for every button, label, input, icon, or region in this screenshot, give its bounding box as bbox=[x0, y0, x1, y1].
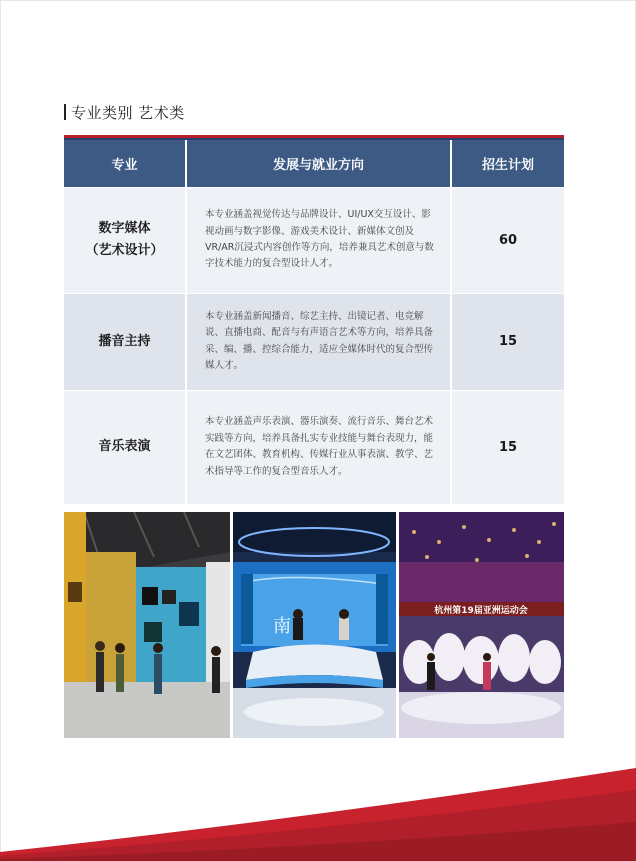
major-plan: 60 bbox=[451, 187, 564, 293]
major-name-cell bbox=[64, 187, 186, 293]
header-major: 专业 bbox=[64, 140, 186, 187]
major-description: 本专业涵盖视觉传达与品牌设计、UI/UX交互设计、影视动画与数字影像、游戏美术设计、新媒体文创及VR/AR沉浸式内容创作等方向，培养兼具艺术创意与数字技术能力的复合型设计人才。 bbox=[186, 187, 451, 293]
major-name: 音乐表演 bbox=[98, 439, 151, 455]
header-plan: 招生计划 bbox=[451, 140, 564, 187]
table-row bbox=[64, 187, 564, 293]
table-row bbox=[64, 293, 564, 390]
major-plan: 15 bbox=[451, 293, 564, 390]
decorative-wave bbox=[0, 760, 636, 861]
major-name-cell bbox=[64, 293, 186, 390]
exhibition-photo bbox=[64, 512, 230, 738]
asian-games-performance-photo bbox=[399, 512, 564, 738]
section-title bbox=[64, 102, 185, 123]
banner-text: 杭州第19届亚洲运动会 bbox=[434, 606, 528, 616]
studio-screen-text: 南 bbox=[273, 616, 291, 637]
title-bar-mark bbox=[64, 104, 66, 120]
table-header-row bbox=[64, 140, 564, 187]
major-description: 本专业涵盖声乐表演、器乐演奏、流行音乐、舞台艺术实践等方向，培养具备扎实专业技能与舞台表现力，能在文艺团体、教育机构、传媒行业从事表演、教学、艺术指导等工作的复合型音乐人才。 bbox=[186, 390, 451, 504]
major-name-sub: （艺术设计） bbox=[85, 243, 164, 258]
table-row bbox=[64, 390, 564, 504]
major-name: 播音主持 bbox=[98, 333, 151, 349]
majors-table bbox=[64, 140, 564, 504]
broadcast-studio-photo bbox=[233, 512, 396, 738]
major-name-cell bbox=[64, 390, 186, 504]
major-plan: 15 bbox=[451, 390, 564, 504]
major-description: 本专业涵盖新闻播音、综艺主持、出镜记者、电竞解说、直播电商、配音与有声语言艺术等方向，培养具备采、编、播、控综合能力，适应全媒体时代的复合型传媒人才。 bbox=[186, 293, 451, 390]
header-direction: 发展与就业方向 bbox=[186, 140, 451, 187]
section-title-text: 专业类别 艺术类 bbox=[71, 104, 185, 122]
major-name: 数字媒体 bbox=[98, 221, 151, 236]
